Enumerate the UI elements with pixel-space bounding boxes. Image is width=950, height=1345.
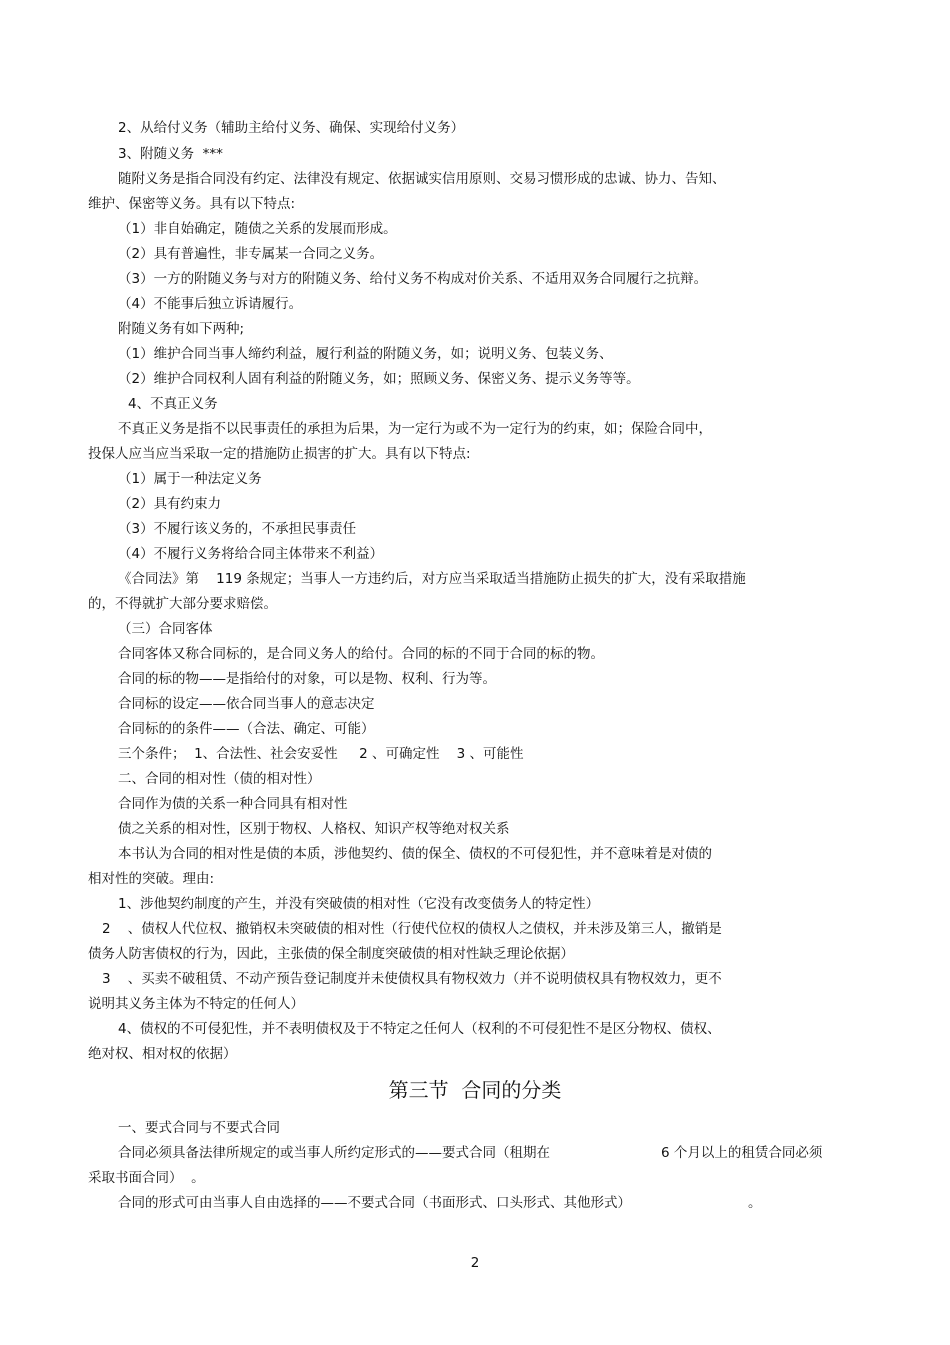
text-line: 绝对权、相对权的依据） <box>88 1046 237 1062</box>
text-line: 三个条件； 1、合法性、社会安妥性 2 、可确定性 3 、可能性 <box>118 746 524 762</box>
text-line: （2）具有普遍性，非专属某一合同之义务。 <box>118 246 384 262</box>
text-line: 《合同法》第 119 条规定；当事人一方违约后，对方应当采取适当措施防止损失的扩大，没有采取措施 <box>118 571 746 587</box>
text-line: 合同作为债的关系一种合同具有相对性 <box>118 796 348 812</box>
text-line: 合同标的的条件——（合法、确定、可能） <box>118 721 375 737</box>
text-line: 随附义务是指合同没有约定、法律没有规定、依据诚实信用原则、交易习惯形成的忠诚、协力、告知、 <box>118 171 726 187</box>
text-line: （4）不履行义务将给合同主体带来不利益） <box>118 546 384 562</box>
text-line: 二、合同的相对性（债的相对性） <box>118 771 321 787</box>
text-line: （1）属于一种法定义务 <box>118 471 262 487</box>
text-line: 3 、买卖不破租赁、不动产预告登记制度并未使债权具有物权效力（并不说明债权具有物权效力，更不 <box>102 971 722 987</box>
text-line: 债之关系的相对性，区别于物权、人格权、知识产权等绝对权关系 <box>118 821 510 837</box>
text-line: 债务人防害债权的行为，因此，主张债的保全制度突破债的相对性缺乏理论依据） <box>88 946 574 962</box>
text-line: 附随义务有如下两种; <box>118 321 245 337</box>
text-line: 维护、保密等义务。具有以下特点: <box>88 196 296 212</box>
text-line: 3、附随义务 *** <box>118 146 223 162</box>
section-title: 第三节 合同的分类 <box>388 1078 562 1102</box>
text-line: （3）一方的附随义务与对方的附随义务、给付义务不构成对价关系、不适用双务合同履行之抗辩。 <box>118 271 708 287</box>
text-line: 。 <box>748 1195 762 1211</box>
text-line: （3）不履行该义务的，不承担民事责任 <box>118 521 357 537</box>
text-line: 合同的标的物——是指给付的对象，可以是物、权利、行为等。 <box>118 671 496 687</box>
text-line: （1）非自始确定，随债之关系的发展而形成。 <box>118 221 397 237</box>
text-line: 一、要式合同与不要式合同 <box>118 1120 280 1136</box>
text-line: 投保人应当应当采取一定的措施防止损害的扩大。具有以下特点: <box>88 446 471 462</box>
text-line: 本书认为合同的相对性是债的本质，涉他契约、债的保全、债权的不可侵犯性，并不意味着是对债的 <box>118 846 712 862</box>
text-line: 2 、债权人代位权、撤销权未突破债的相对性（行使代位权的债权人之债权，并未涉及第三人，撤销是 <box>102 921 722 937</box>
text-line: 6 个月以上的租赁合同必须 <box>661 1145 823 1161</box>
text-line: （1）维护合同当事人缔约利益，履行利益的附随义务，如；说明义务、包装义务、 <box>118 346 613 362</box>
text-line: 合同标的设定——依合同当事人的意志决定 <box>118 696 375 712</box>
text-line: （2）维护合同权利人固有利益的附随义务，如；照顾义务、保密义务、提示义务等等。 <box>118 371 640 387</box>
text-line: 合同客体又称合同标的，是合同义务人的给付。合同的标的不同于合同的标的物。 <box>118 646 604 662</box>
page-number: 2 <box>470 1255 480 1271</box>
text-line: 采取书面合同） 。 <box>88 1170 205 1186</box>
text-line: 的，不得就扩大部分要求赔偿。 <box>88 596 277 612</box>
text-line: 相对性的突破。理由: <box>88 871 215 887</box>
text-line: 1、涉他契约制度的产生，并没有突破债的相对性（它没有改变债务人的特定性） <box>118 896 600 912</box>
text-line: 合同的形式可由当事人自由选择的——不要式合同（书面形式、口头形式、其他形式） <box>118 1195 631 1211</box>
text-line: （2）具有约束力 <box>118 496 222 512</box>
text-line: 说明其义务主体为不特定的任何人） <box>88 996 304 1012</box>
text-line: （4）不能事后独立诉请履行。 <box>118 296 303 312</box>
text-line: 4、不真正义务 <box>128 396 218 412</box>
text-line: （三）合同客体 <box>118 621 213 637</box>
text-line: 合同必须具备法律所规定的或当事人所约定形式的——要式合同（租期在 <box>118 1145 550 1161</box>
text-line: 4、债权的不可侵犯性，并不表明债权及于不特定之任何人（权利的不可侵犯性不是区分物权、债权、 <box>118 1021 721 1037</box>
text-line: 2、从给付义务（辅助主给付义务、确保、实现给付义务） <box>118 120 465 136</box>
text-line: 不真正义务是指不以民事责任的承担为后果，为一定行为或不为一定行为的约束，如；保险合同中， <box>118 421 712 437</box>
